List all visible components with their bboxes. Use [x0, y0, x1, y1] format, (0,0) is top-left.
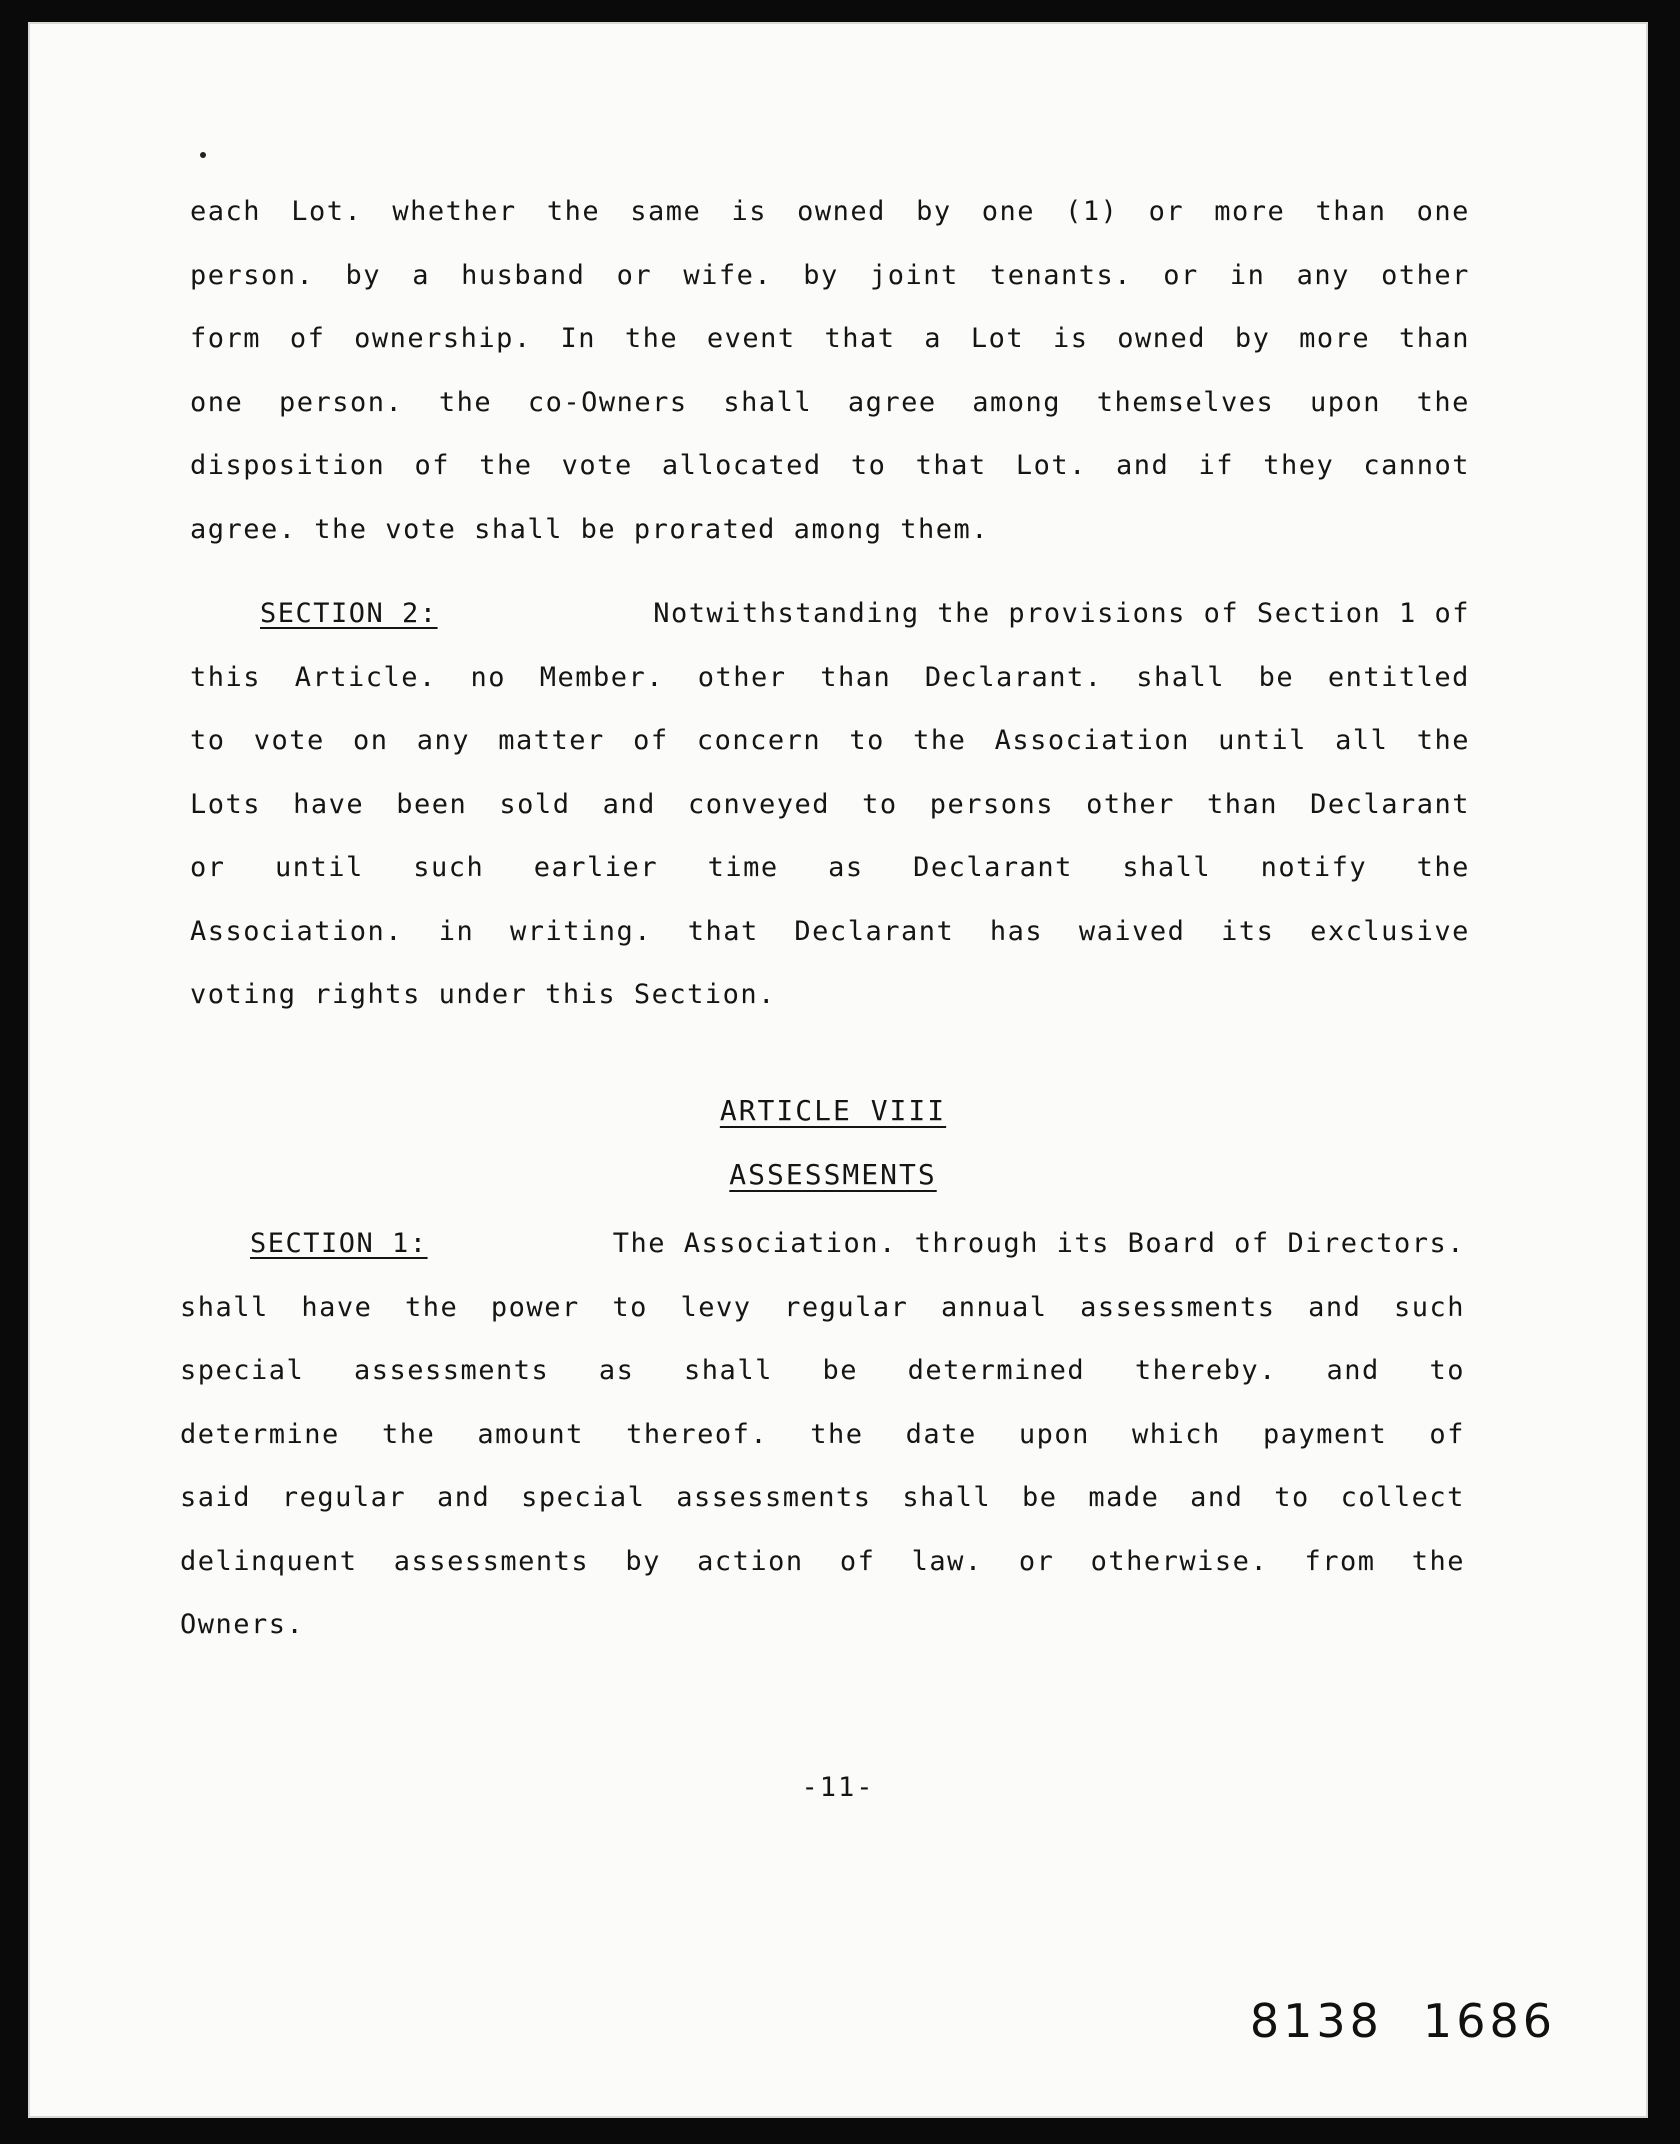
word: and	[1190, 1482, 1244, 1513]
text-line	[180, 1339, 1465, 1403]
word: said	[180, 1482, 252, 1513]
text-line	[190, 709, 1470, 773]
word: the	[1411, 1545, 1465, 1577]
word: shall	[684, 1355, 773, 1386]
text-line	[190, 371, 1470, 435]
text-line	[190, 646, 1470, 710]
word: vote	[561, 450, 633, 481]
word: power	[490, 1291, 580, 1323]
word: husband	[461, 259, 586, 291]
word: to	[849, 725, 885, 756]
word: cannot	[1363, 450, 1470, 481]
word: special	[521, 1482, 646, 1513]
word: to	[190, 725, 226, 756]
word: by	[345, 259, 381, 291]
word: shall	[1122, 852, 1212, 883]
word: assessments	[1080, 1291, 1276, 1323]
word: in	[438, 915, 475, 947]
word: any	[1296, 259, 1350, 291]
word: Declarant	[913, 852, 1073, 883]
word: the	[1416, 725, 1470, 756]
word: have	[293, 788, 365, 820]
word: the	[438, 386, 493, 418]
word: the	[1416, 386, 1470, 418]
word: each	[190, 196, 262, 227]
word: or	[1148, 196, 1185, 227]
word: than	[1315, 196, 1387, 227]
document-stamp	[1250, 1994, 1556, 2048]
word: upon	[1018, 1418, 1090, 1450]
word: annual	[940, 1291, 1048, 1323]
text-line	[190, 307, 1470, 371]
text-line	[190, 180, 1470, 244]
word: Association.	[190, 915, 404, 947]
word: one	[1416, 196, 1470, 227]
word: collect	[1340, 1482, 1465, 1513]
word: one	[190, 386, 244, 418]
word: Declarant	[1310, 788, 1470, 820]
word: from	[1304, 1545, 1376, 1577]
word: the	[405, 1291, 459, 1323]
word: be	[1258, 661, 1295, 693]
word: this	[190, 661, 262, 693]
word: be	[822, 1355, 858, 1386]
word: owned	[1117, 323, 1207, 354]
word: levy	[680, 1291, 752, 1323]
stray-mark	[200, 152, 206, 158]
word: any	[416, 725, 471, 756]
word: be	[1021, 1482, 1058, 1513]
word: person.	[190, 259, 315, 291]
word: time	[707, 852, 779, 883]
word: determined	[907, 1355, 1086, 1386]
word: such	[1393, 1291, 1465, 1323]
word: joint	[870, 259, 959, 291]
word: amount	[477, 1418, 584, 1450]
word: whether	[392, 196, 517, 227]
word: or	[616, 259, 653, 291]
text-line	[190, 773, 1470, 837]
section-2-label: SECTION 2:	[260, 598, 438, 629]
word: other	[1381, 259, 1470, 291]
word: thereof.	[626, 1418, 769, 1450]
text-line	[190, 900, 1470, 964]
word: that	[687, 915, 759, 947]
word: form	[190, 323, 262, 354]
word: more	[1299, 323, 1371, 354]
text-line	[180, 1276, 1465, 1340]
word: a	[412, 259, 430, 291]
word: Lot	[970, 323, 1025, 354]
section-1-label: SECTION 1:	[250, 1228, 428, 1259]
word: other	[1086, 788, 1175, 820]
document-page	[28, 22, 1648, 2118]
assessments-heading: ASSESSMENTS	[729, 1158, 937, 1191]
word: by	[803, 259, 839, 291]
word: they	[1263, 450, 1335, 481]
word: the	[810, 1418, 864, 1450]
word: that	[915, 450, 987, 481]
word: of	[289, 323, 326, 354]
word: notify	[1260, 852, 1368, 883]
word: or	[1018, 1545, 1055, 1577]
word: the	[913, 725, 967, 756]
word: no	[470, 661, 506, 693]
word: persons	[929, 788, 1055, 820]
word: exclusive	[1310, 915, 1470, 947]
text-line	[190, 434, 1470, 498]
word: date	[905, 1418, 977, 1450]
text-line	[190, 582, 1470, 646]
word: and	[436, 1482, 491, 1513]
word: the	[381, 1418, 436, 1450]
word: such	[413, 852, 485, 883]
word: person.	[278, 386, 404, 418]
word: the	[479, 450, 533, 481]
word: action	[697, 1545, 804, 1577]
word: and	[1326, 1355, 1380, 1386]
word: tenants.	[989, 259, 1133, 291]
word: writing.	[509, 915, 653, 947]
text-line: agree. the vote shall be prorated among them.	[190, 513, 989, 545]
word: of	[1429, 1418, 1465, 1450]
word: to	[862, 788, 898, 820]
text-line	[180, 1212, 1465, 1276]
word: shall	[902, 1482, 992, 1513]
word: Association	[994, 725, 1190, 756]
word: Declarant.	[924, 661, 1103, 693]
article-heading: ARTICLE VIII	[719, 1094, 947, 1127]
word: have	[301, 1291, 373, 1323]
page-number: -11-	[801, 1772, 875, 1803]
word: to	[1429, 1355, 1465, 1386]
word: vote	[253, 725, 325, 756]
word: than	[1207, 788, 1279, 820]
word: Declarant	[794, 915, 955, 947]
word: the	[1416, 852, 1470, 883]
word: of	[414, 450, 451, 481]
word: if	[1198, 450, 1235, 481]
word: other	[697, 661, 787, 693]
word: owned	[797, 196, 886, 227]
stamp-book-number: 8138	[1249, 1994, 1383, 2048]
word: shall	[723, 386, 813, 418]
word: law.	[911, 1545, 983, 1577]
paragraph-section-2	[190, 582, 1470, 1027]
word: of	[633, 725, 669, 756]
word: all	[1335, 725, 1389, 756]
word: more	[1214, 196, 1286, 227]
word: wife.	[683, 259, 773, 291]
word: agree	[847, 386, 937, 418]
word: as	[828, 852, 864, 883]
word: and	[602, 788, 656, 820]
text-line	[190, 836, 1470, 900]
word: its	[1221, 915, 1275, 947]
paragraph-ownership	[190, 180, 1470, 561]
word: sold	[499, 788, 571, 820]
paragraph-section-1	[180, 1212, 1465, 1657]
word: that	[824, 323, 896, 354]
word: a	[924, 323, 943, 354]
word: upon	[1309, 386, 1381, 418]
word: than	[820, 661, 892, 693]
word: is	[1052, 323, 1089, 354]
word: thereby.	[1134, 1355, 1277, 1386]
word: otherwise.	[1090, 1545, 1269, 1577]
word: co-Owners	[527, 386, 688, 418]
text-line	[180, 1466, 1465, 1530]
word: allocated	[661, 450, 822, 481]
word: until	[275, 852, 364, 883]
word: has	[989, 915, 1044, 947]
word: in	[1229, 259, 1266, 291]
word: shall	[180, 1291, 269, 1323]
word: payment	[1262, 1418, 1388, 1450]
word: is	[731, 196, 767, 227]
word: to	[1274, 1482, 1310, 1513]
text-line: voting rights under this Section.	[190, 979, 776, 1010]
word: waived	[1078, 915, 1186, 947]
word: Article.	[294, 661, 437, 693]
word: and	[1308, 1291, 1362, 1323]
word: among	[972, 386, 1062, 418]
section-1-first-line: The Association. through its Board of Directors.	[612, 1228, 1465, 1259]
word: In	[560, 323, 597, 354]
word: Lots	[190, 788, 262, 820]
word: assessments	[393, 1545, 590, 1577]
word: matter	[498, 725, 605, 756]
text-line	[180, 1403, 1465, 1467]
word: or	[190, 852, 226, 883]
word: by	[1234, 323, 1271, 354]
word: by	[916, 196, 952, 227]
word: earlier	[533, 852, 659, 883]
word: (1)	[1065, 196, 1119, 227]
word: conveyed	[687, 788, 830, 820]
word: Lot.	[1015, 450, 1087, 481]
text-line	[180, 1530, 1465, 1594]
word: and	[1116, 450, 1170, 481]
word: ownership.	[354, 323, 532, 354]
word: shall	[1136, 661, 1225, 693]
word: regular	[281, 1482, 407, 1513]
word: which	[1132, 1418, 1221, 1450]
word: one	[981, 196, 1036, 227]
word: themselves	[1096, 386, 1275, 418]
word: Member.	[539, 661, 664, 693]
word: disposition	[190, 450, 386, 481]
text-line: Owners.	[180, 1609, 305, 1640]
word: made	[1088, 1482, 1160, 1513]
word: of	[839, 1545, 876, 1577]
word: assessments	[676, 1482, 872, 1513]
word: by	[625, 1545, 661, 1577]
word: special	[180, 1355, 305, 1386]
word: event	[706, 323, 796, 354]
word: regular	[784, 1291, 909, 1323]
word: to	[850, 450, 887, 481]
section-2-first-line: Notwithstanding the provisions of Section 1 of	[653, 598, 1470, 629]
word: than	[1398, 323, 1470, 354]
word: the	[546, 196, 601, 227]
stamp-page-number: 1686	[1422, 1994, 1556, 2048]
word: as	[598, 1355, 635, 1386]
word: or	[1163, 259, 1199, 291]
word: the	[624, 323, 679, 354]
word: same	[630, 196, 702, 227]
word: concern	[696, 725, 822, 756]
text-line	[190, 244, 1470, 308]
word: entitled	[1327, 661, 1470, 693]
word: Lot.	[291, 196, 363, 227]
word: determine	[180, 1418, 340, 1450]
word: delinquent	[180, 1545, 358, 1577]
word: until	[1218, 725, 1307, 756]
word: to	[612, 1291, 648, 1323]
word: been	[396, 788, 468, 820]
word: assessments	[353, 1355, 550, 1386]
word: on	[353, 725, 389, 756]
